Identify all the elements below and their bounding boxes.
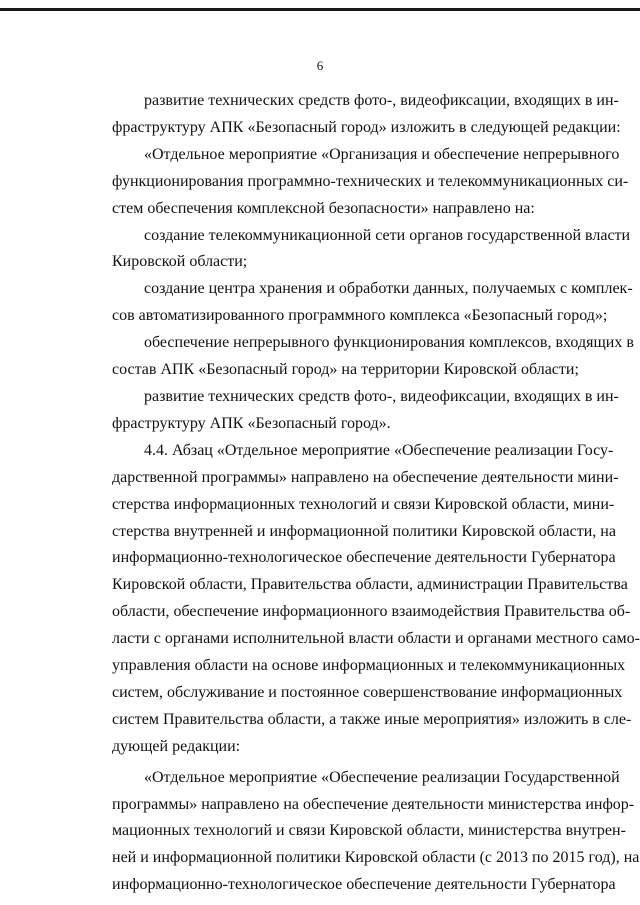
- text-line: фраструктуру АПК «Безопасный город» изложить в следующей редакции:: [112, 118, 621, 136]
- text-line: информационно-технологическое обеспечение деятельности Губернатора: [112, 876, 616, 894]
- scan-top-edge: [0, 8, 640, 11]
- text-line: фраструктуру АПК «Безопасный город».: [112, 414, 391, 432]
- text-line: 4.4. Абзац «Отдельное мероприятие «Обеспечение реализации Госу-: [144, 441, 614, 459]
- text-line: стерства информационных технологий и связи Кировской области, мини-: [112, 495, 615, 513]
- text-line: области, обеспечение информационного взаимодействия Правительства об-: [112, 603, 631, 621]
- text-line: состав АПК «Безопасный город» на территории Кировской области;: [112, 361, 579, 379]
- page-number: 6: [316, 58, 324, 73]
- text-line: стем обеспечения комплексной безопасности» направлено на:: [112, 199, 535, 217]
- text-line: мационных технологий и связи Кировской области, министерства внутрен-: [112, 822, 626, 840]
- text-line: дующей редакции:: [112, 737, 241, 755]
- text-line: «Отдельное мероприятие «Организация и обеспечение непрерывного: [144, 145, 620, 163]
- text-line: систем Правительства области, а также иные мероприятия» изложить в сле-: [112, 710, 632, 728]
- text-line: управления области на основе информационных и телекоммуникационных: [112, 657, 626, 675]
- text-line: систем, обслуживание и постоянное совершенствование информационных: [112, 683, 623, 701]
- text-line: развитие технических средств фото-, видеофиксации, входящих в ин-: [144, 92, 619, 109]
- text-line: программы» направлено на обеспечение деятельности министерства инфор-: [112, 795, 635, 813]
- text-line: обеспечение непрерывного функционирования комплексов, входящих в: [144, 334, 634, 352]
- text-line: функционирования программно-технических и телекоммуникационных си-: [112, 172, 629, 190]
- text-line: создание центра хранения и обработки данных, получаемых с комплек-: [144, 280, 633, 298]
- text-line: развитие технических средств фото-, видеофиксации, входящих в ин-: [144, 387, 619, 405]
- text-line: Кировской области;: [112, 253, 248, 271]
- text-line: ней и информационной политики Кировской области (с 2013 по 2015 год), на: [112, 849, 640, 867]
- text-line: создание телекоммуникационной сети органов государственной власти: [144, 226, 631, 244]
- text-line: дарственной программы» направлено на обеспечение деятельности мини-: [112, 468, 619, 486]
- text-line: Кировской области, Правительства области, администрации Правительства: [112, 576, 628, 594]
- text-line: стерства внутренней и информационной политики Кировской области, на: [112, 522, 616, 540]
- text-line: «Отдельное мероприятие «Обеспечение реализации Государственной: [144, 768, 620, 786]
- text-line: информационно-технологическое обеспечение деятельности Губернатора: [112, 549, 616, 567]
- text-line: сов автоматизированного программного комплекса «Безопасный город»;: [112, 307, 608, 325]
- document-body: [112, 88, 640, 899]
- text-line: ласти с органами исполнительной власти области и органами местного само-: [112, 630, 640, 648]
